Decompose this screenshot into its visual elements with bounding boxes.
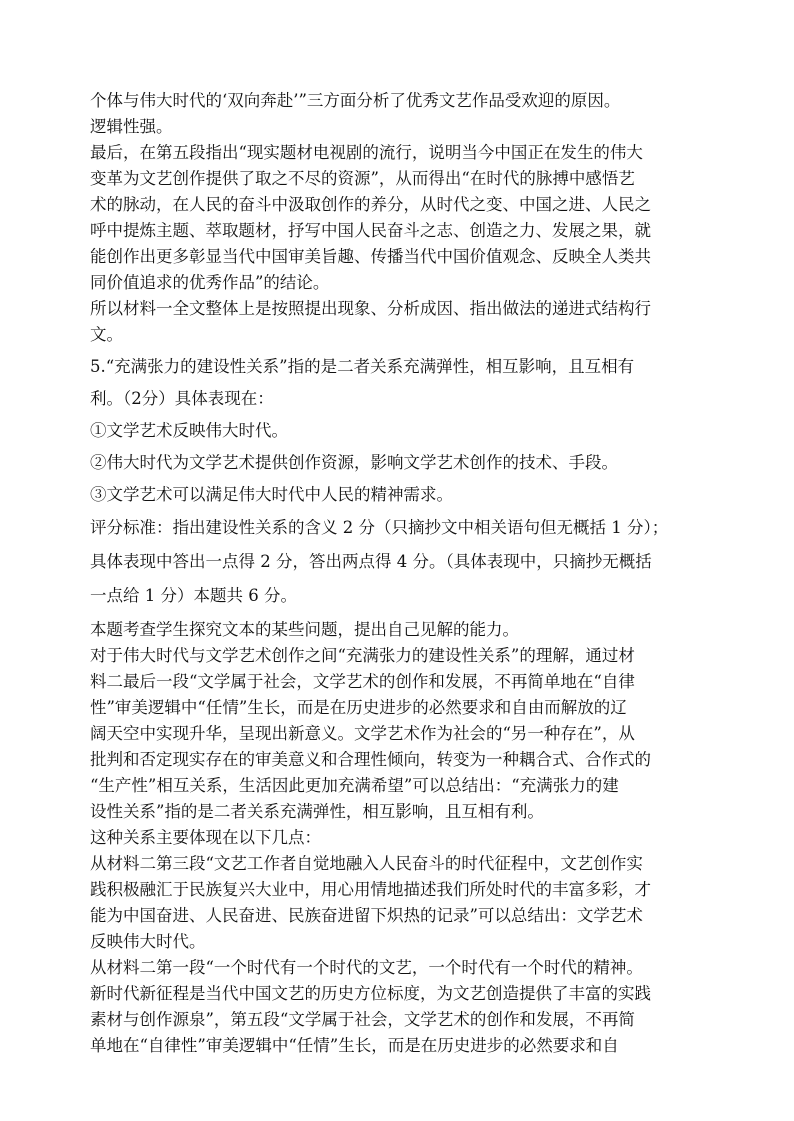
text-line: 文。 <box>90 325 123 344</box>
text-line: 同价值追求的优秀作品”的结论。 <box>90 273 330 292</box>
text-line: 所以材料一全文整体上是按照提出现象、分析成因、指出做法的递进式结构行 <box>90 299 651 318</box>
text-line: 设性关系”指的是二者关系充满弹性，相互影响，且互相有利。 <box>90 802 544 821</box>
question-5-answer: 5.“充满张力的建设性关系”指的是二者关系充满弹性，相互影响，且互相有 <box>90 357 635 376</box>
text-line: “生产性”相互关系，生活因此更加充满希望”可以总结出：“充满张力的建 <box>90 776 619 795</box>
text-line: 能为中国奋进、人民奋进、民族奋进留下炽热的记录”可以总结出：文学艺术 <box>90 906 643 925</box>
text-line: 从材料二第三段“文艺工作者自觉地融入人民奋斗的时代征程中，文艺创作实 <box>90 854 643 873</box>
answer-point-2: ②伟大时代为文学艺术提供创作资源，影响文学艺术创作的技术、手段。 <box>90 453 618 472</box>
text-line: 反映伟大时代。 <box>90 932 206 951</box>
text-line: 新时代新征程是当代中国文艺的历史方位标度，为文艺创造提供了丰富的实践 <box>90 984 651 1003</box>
text-line: 逻辑性强。 <box>90 117 173 136</box>
text-line: 具体表现中答出一点得 2 分，答出两点得 4 分。（具体表现中，只摘抄无概括 <box>90 552 652 571</box>
text-line: 能创作出更多彰显当代中国审美旨趣、传播当代中国价值观念、反映全人类共 <box>90 247 651 266</box>
answer-point-3: ③文学艺术可以满足伟大时代中人民的精神需求。 <box>90 485 453 504</box>
text-line: 变革为文艺创作提供了取之不尽的资源”，从而得出“在时代的脉搏中感悟艺 <box>90 169 635 188</box>
text-line: 践积极融汇于民族复兴大业中，用心用情地描述我们所处时代的丰富多彩，才 <box>90 880 651 899</box>
text-line: 本题考查学生探究文本的某些问题，提出自己见解的能力。 <box>90 620 519 639</box>
text-line: 呼中提炼主题、萃取题材，抒写中国人民奋斗之志、创造之力、发展之果，就 <box>90 221 651 240</box>
scoring-criteria: 评分标准：指出建设性关系的含义 2 分（只摘抄文中相关语句但无概括 1 分）； <box>90 518 669 537</box>
text-line: 单地在“自律性”审美逻辑中“任情”生长，而是在历史进步的必然要求和自 <box>90 1036 619 1055</box>
text-line: 一点给 1 分）本题共 6 分。 <box>90 586 297 605</box>
text-line: 阔天空中实现升华，呈现出新意义。文学艺术作为社会的“另一种存在”，从 <box>90 724 635 743</box>
text-line: 术的脉动，在人民的奋斗中汲取创作的养分，从时代之变、中国之进、人民之 <box>90 195 651 214</box>
text-line: 利。（2分）具体表现在： <box>90 389 274 408</box>
text-line: 素材与创作源泉”，第五段“文学属于社会，文学艺术的创作和发展，不再简 <box>90 1010 635 1029</box>
text-line: 性”审美逻辑中“任情”生长，而是在历史进步的必然要求和自由而解放的辽 <box>90 698 627 717</box>
text-line: 最后，在第五段指出“现实题材电视剧的流行，说明当今中国正在发生的伟大 <box>90 143 643 162</box>
text-line: 个体与伟大时代的‘双向奔赴’”三方面分析了优秀文艺作品受欢迎的原因。 <box>90 91 621 110</box>
text-line: 料二最后一段“文学属于社会，文学艺术的创作和发展，不再简单地在“自律 <box>90 672 635 691</box>
text-line: 批判和否定现实存在的审美意义和合理性倾向，转变为一种耦合式、合作式的 <box>90 750 651 769</box>
text-line: 这种关系主要体现在以下几点： <box>90 828 321 847</box>
text-line: 对于伟大时代与文学艺术创作之间“充满张力的建设性关系”的理解，通过材 <box>90 646 635 665</box>
answer-point-1: ①文学艺术反映伟大时代。 <box>90 421 288 440</box>
text-line: 从材料二第一段“一个时代有一个时代的文艺，一个时代有一个时代的精神。 <box>90 958 643 977</box>
